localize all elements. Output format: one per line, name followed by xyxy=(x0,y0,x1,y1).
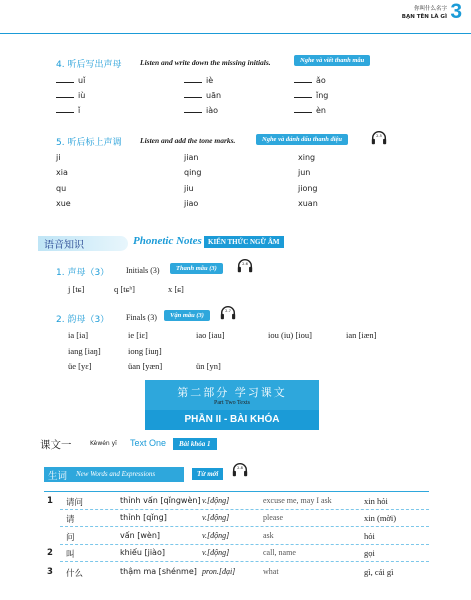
headphones-icon[interactable] xyxy=(236,257,254,275)
ex4-cell[interactable]: iào xyxy=(184,106,218,115)
final-item: iong [iuŋ] xyxy=(128,346,162,356)
ex4-cell[interactable]: ǐng xyxy=(294,91,328,100)
vocab-hanzi: 请问 xyxy=(66,498,84,508)
initial-item: q [tɕʰ] xyxy=(114,284,135,294)
ex5-cell: jiong xyxy=(298,184,318,193)
exercise5-instruction: Listen and add the tone marks. xyxy=(140,136,236,145)
exercise5-title: 5. 听后标上声调 xyxy=(56,138,122,148)
vocab-number: 1 xyxy=(47,496,53,506)
ex4-cell[interactable]: iù xyxy=(56,91,85,100)
new-words-badge: Từ mới xyxy=(192,468,223,480)
headphones-icon[interactable] xyxy=(370,129,388,147)
vocab-english: what xyxy=(263,567,279,576)
final-item: ün [yn] xyxy=(196,361,221,371)
ex5-cell: jun xyxy=(298,168,311,177)
headphones-icon[interactable] xyxy=(231,461,249,479)
vocab-pinyin: vấn [wèn] xyxy=(120,531,161,540)
part-two-banner xyxy=(145,380,319,430)
audio-track-label: 2-6 xyxy=(242,262,248,267)
vocab-row-separator xyxy=(60,544,429,545)
ex5-cell: xue xyxy=(56,199,71,208)
part-two-title-vn: PHẦN II - BÀI KHÓA xyxy=(145,410,319,430)
ex5-cell: qing xyxy=(184,168,202,177)
ex5-cell: xia xyxy=(56,168,68,177)
vocab-pos: v.[động] xyxy=(202,548,230,557)
initial-item: j [tɕ] xyxy=(68,284,85,294)
phonetic-notes-title-zh: 语音知识 xyxy=(44,240,84,251)
vocab-pinyin: khiếu [jiào] xyxy=(120,548,165,557)
final-item: üe [yɛ] xyxy=(68,361,92,371)
vocab-vietnamese: gì, cái gì xyxy=(364,567,394,577)
vocab-hanzi: 叫 xyxy=(66,550,75,560)
exercise5-badge: Nghe và đánh dấu thanh điệu xyxy=(256,134,348,145)
final-item: iao [iau] xyxy=(196,330,225,340)
final-item: iang [iaŋ] xyxy=(68,346,101,356)
header-title-zh: 你叫什么名字 xyxy=(413,6,447,12)
vocab-english: excuse me, may I ask xyxy=(263,496,332,505)
initials-badge: Thanh mẫu (3) xyxy=(170,263,223,274)
vocab-divider xyxy=(44,491,429,492)
ex5-cell: jiao xyxy=(184,199,199,208)
ex5-cell: jian xyxy=(184,153,199,162)
vocab-pos: pron.[đại] xyxy=(202,567,236,576)
ex4-cell[interactable]: ǐ xyxy=(56,106,80,115)
vocab-pos: v.[động] xyxy=(202,513,230,522)
part-two-title-zh: 第二部分 学习课文 xyxy=(177,386,287,399)
finals-badge: Vận mẫu (3) xyxy=(164,310,210,321)
ex4-cell[interactable]: èn xyxy=(294,106,326,115)
final-item: üan [yæn] xyxy=(128,361,163,371)
vocab-row-separator xyxy=(60,509,429,510)
vocab-english: call, name xyxy=(263,548,296,557)
part-two-title-en: Part Two Texts xyxy=(214,400,250,406)
page-number: 3 xyxy=(450,0,462,23)
new-words-title-zh: 生词 xyxy=(48,471,68,482)
audio-track-label: 2-8 xyxy=(237,466,243,471)
text-one-badge: Bài khóa 1 xyxy=(173,438,217,450)
running-header xyxy=(402,5,447,21)
text-one-title-en: Text One xyxy=(130,438,167,448)
vocab-row-separator xyxy=(60,561,429,562)
new-words-title-en: New Words and Expressions xyxy=(76,470,156,478)
ex4-cell[interactable]: uān xyxy=(184,91,221,100)
final-item: ian [iæn] xyxy=(346,330,377,340)
vocab-vietnamese: xin (mời) xyxy=(364,513,397,523)
header-title-vn: BẠN TÊN LÀ GÌ xyxy=(401,14,447,20)
exercise4-instruction: Listen and write down the missing initials. xyxy=(140,58,271,67)
vocab-english: ask xyxy=(263,531,274,540)
initials-title: 1. 声母（3） xyxy=(56,268,110,278)
final-item: ia [ia] xyxy=(68,330,89,340)
exercise4-badge: Nghe và viết thanh mẫu xyxy=(294,55,370,66)
ex4-cell[interactable]: uǐ xyxy=(56,76,85,85)
vocab-pinyin: thỉnh [qǐng] xyxy=(120,513,167,522)
audio-track-label: 2-7 xyxy=(225,309,231,314)
exercise4-title: 4. 听后写出声母 xyxy=(56,60,122,70)
text-one-pinyin: Kèwén yī xyxy=(90,440,117,447)
finals-title: 2. 韵母（3） xyxy=(56,315,110,325)
vocab-vietnamese: hỏi xyxy=(364,531,375,541)
vocab-pinyin: thỉnh vấn [qǐngwèn] xyxy=(120,496,201,505)
finals-title-en: Finals (3) xyxy=(126,313,157,322)
header-divider xyxy=(0,33,471,34)
final-item: ie [iɛ] xyxy=(128,330,148,340)
vocab-pos: v.[động] xyxy=(202,496,230,505)
vocab-hanzi: 问 xyxy=(66,533,75,543)
ex5-cell: xuan xyxy=(298,199,318,208)
ex4-cell[interactable]: iè xyxy=(184,76,213,85)
phonetic-notes-title-en: Phonetic Notes xyxy=(133,235,202,247)
final-item: iou (iu) [iou] xyxy=(268,330,312,340)
vocab-number: 2 xyxy=(47,548,53,558)
vocab-pinyin: thậm ma [shénme] xyxy=(120,567,197,576)
vocab-row-separator xyxy=(60,526,429,527)
vocab-vietnamese: gọi xyxy=(364,548,375,558)
initials-title-en: Initials (3) xyxy=(126,266,160,275)
ex5-cell: jiu xyxy=(184,184,194,193)
initial-item: x [ɕ] xyxy=(168,284,184,294)
vocab-number: 3 xyxy=(47,567,53,577)
vocab-english: please xyxy=(263,513,283,522)
phonetic-notes-badge: KIẾN THỨC NGỮ ÂM xyxy=(204,236,284,248)
vocab-pos: v.[động] xyxy=(202,531,230,540)
ex4-cell[interactable]: ǎo xyxy=(294,76,326,85)
headphones-icon[interactable] xyxy=(219,304,237,322)
audio-track-label: 2-5 xyxy=(376,134,382,139)
ex5-cell: qu xyxy=(56,184,67,193)
vocab-vietnamese: xin hỏi xyxy=(364,496,388,506)
ex5-cell: xing xyxy=(298,153,316,162)
text-one-title-zh: 课文一 xyxy=(40,439,72,451)
vocab-hanzi: 请 xyxy=(66,515,75,525)
vocab-hanzi: 什么 xyxy=(66,569,84,579)
ex5-cell: ji xyxy=(56,153,61,162)
